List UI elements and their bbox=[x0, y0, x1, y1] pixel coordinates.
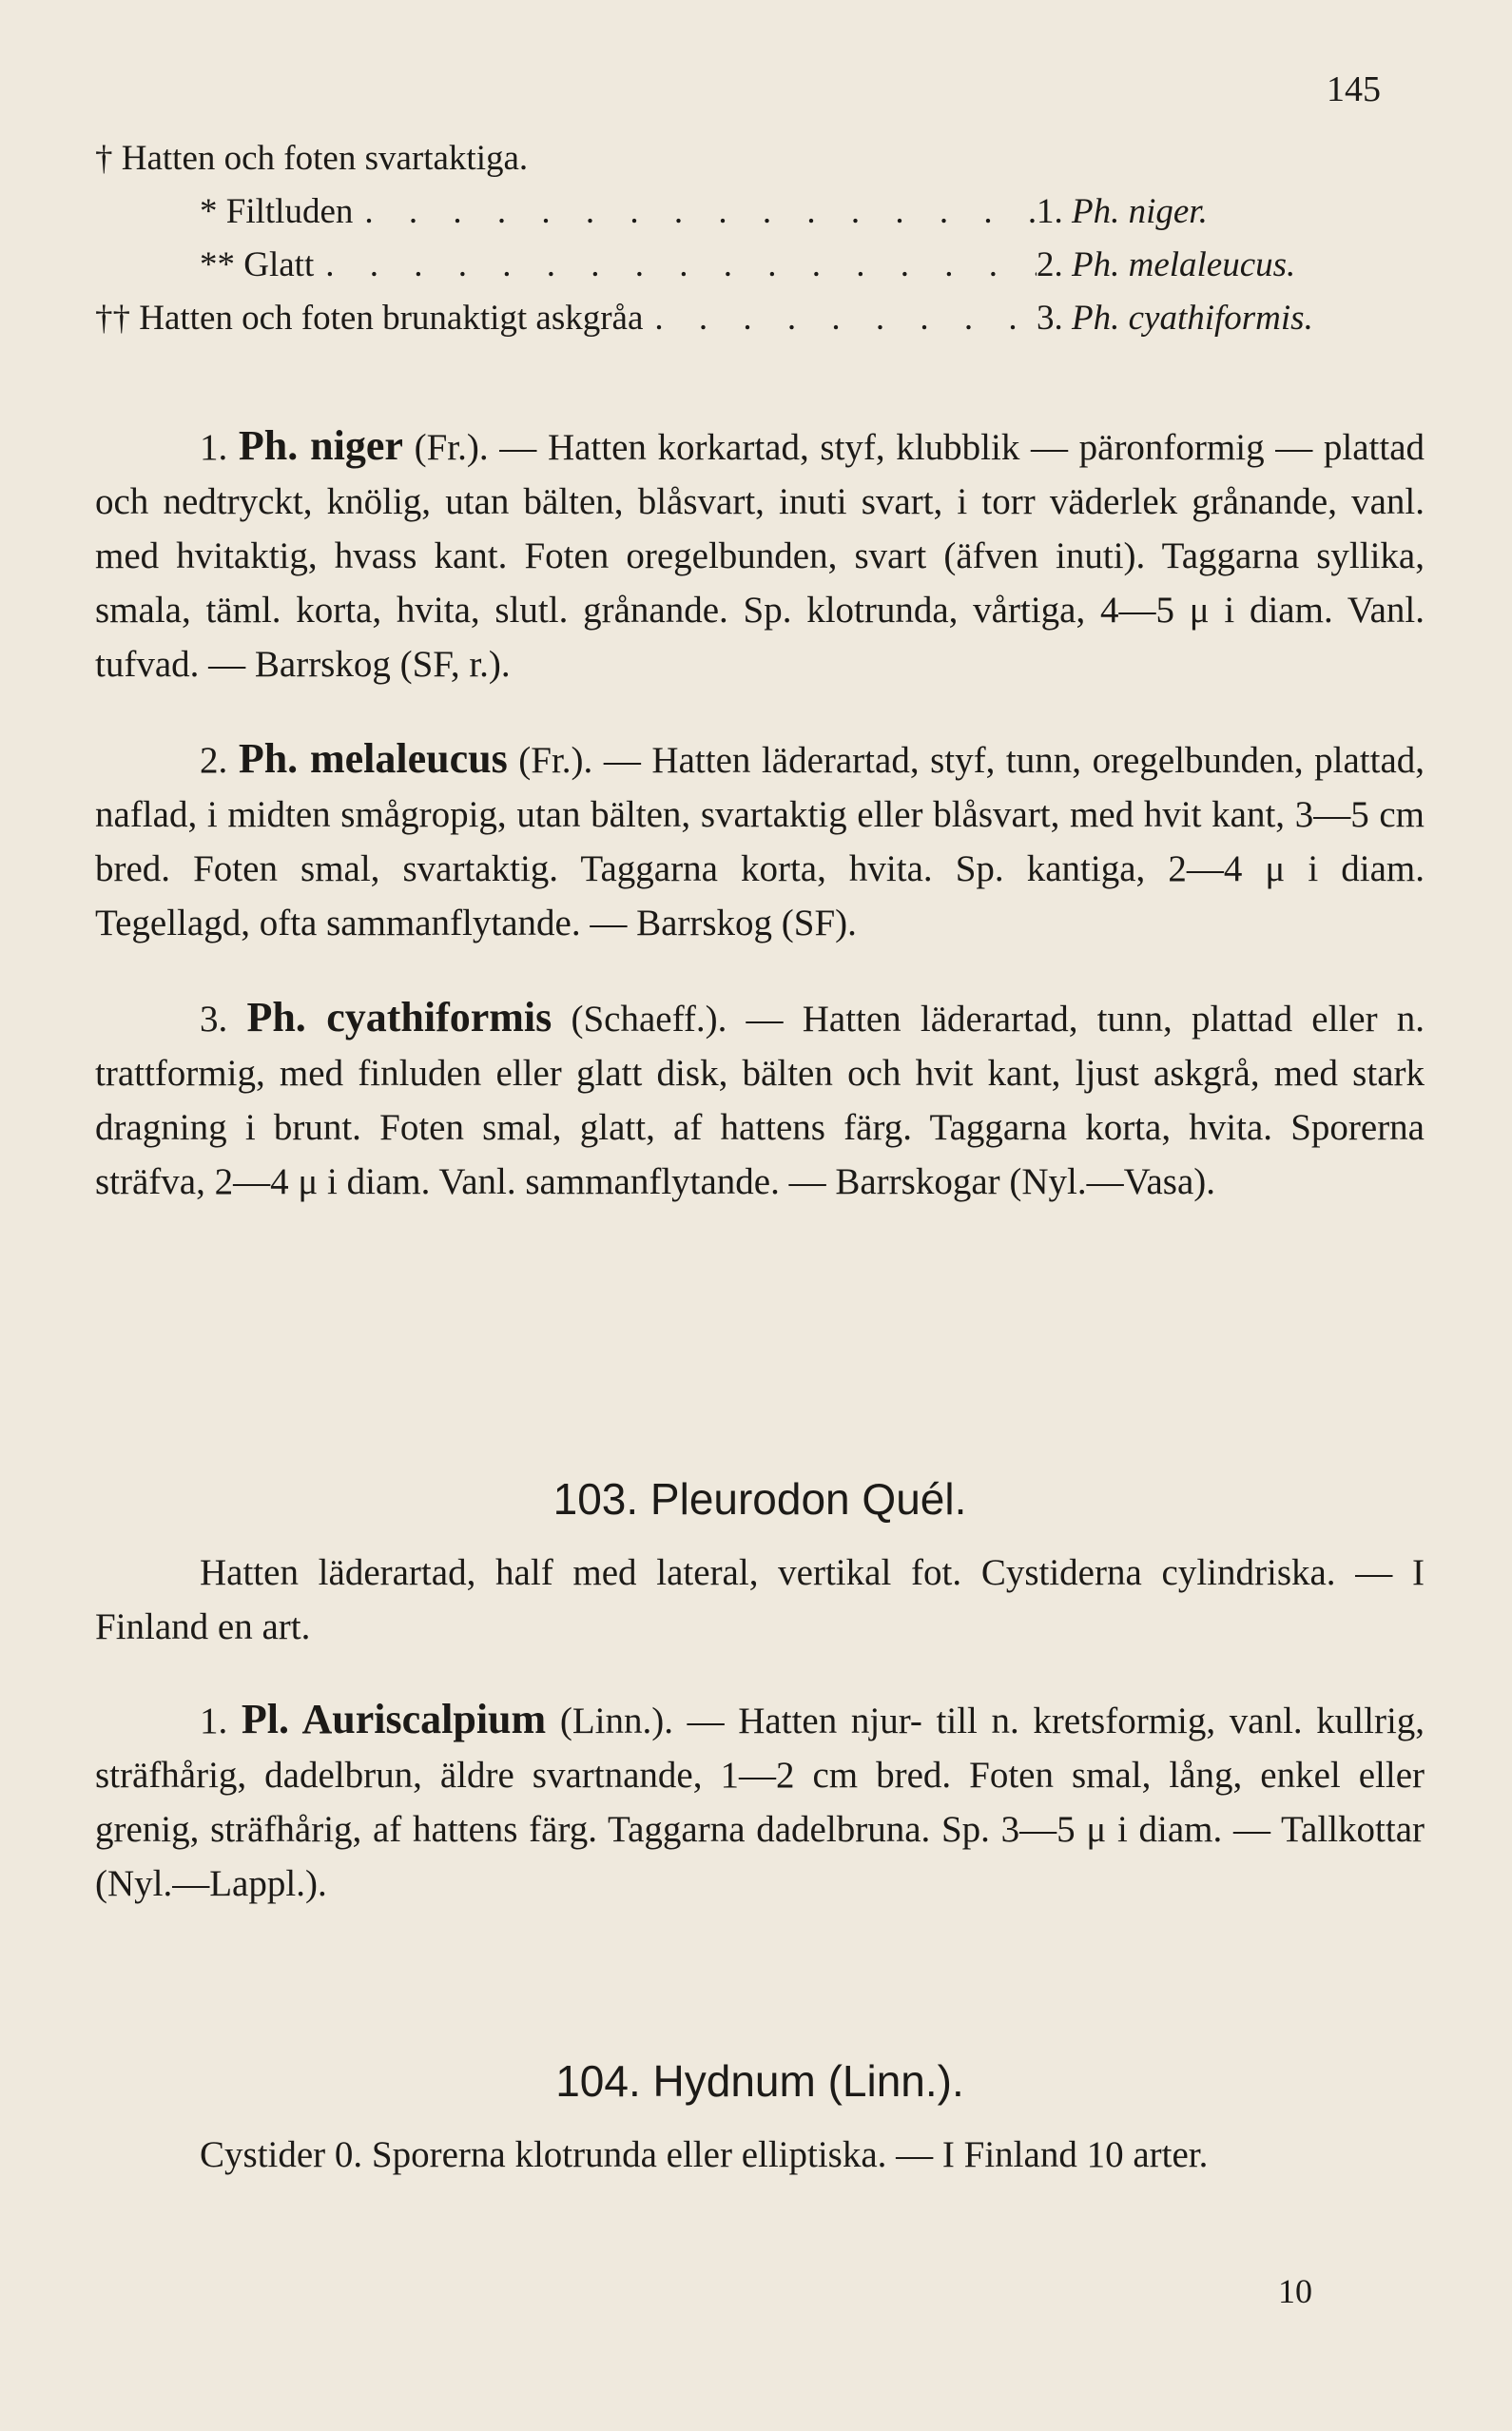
section-heading: 104. Hydnum (Linn.). bbox=[555, 2056, 964, 2106]
species-entry bbox=[95, 1692, 1425, 1911]
entry-number: 2. bbox=[200, 740, 228, 781]
leader-dots bbox=[643, 298, 1037, 339]
species-author: (Schaeff.). bbox=[571, 999, 727, 1040]
key-number: 3. bbox=[1037, 299, 1063, 338]
key-mark: ** bbox=[200, 245, 235, 284]
key-row bbox=[95, 244, 1388, 298]
entry-number: 1. bbox=[200, 427, 228, 468]
key-mark: † bbox=[95, 139, 113, 178]
key-mark: * bbox=[200, 192, 218, 231]
entry-number: 3. bbox=[200, 999, 228, 1040]
species-entry bbox=[95, 990, 1425, 1209]
key-number: 1. bbox=[1037, 192, 1063, 231]
species-name: Ph. cyathiformis bbox=[246, 994, 552, 1040]
key-mark: †† bbox=[95, 299, 130, 338]
species-entries bbox=[95, 418, 1425, 1209]
identification-key bbox=[95, 138, 1388, 351]
key-text: Hatten och foten svartaktiga. bbox=[121, 139, 529, 178]
species-description: — Hatten njur- till n. kretsformig, vanl. kullrig, sträfhårig, dadelbrun, äldre svartnande, 1—2 cm bred. Foten smal, lång, enkel eller grenig, sträfhårig, af hattens färg. Taggarna dadelbruna. Sp. 3—5 μ i diam. — Tallkottar (Nyl.—Lappl.). bbox=[95, 1701, 1425, 1904]
leader-dots bbox=[314, 244, 1037, 285]
species-name: Ph. melaleucus bbox=[238, 735, 508, 782]
key-row bbox=[95, 298, 1388, 351]
key-text: Glatt bbox=[243, 245, 315, 284]
species-description: — Hatten korkartad, styf, klubblik — päronformig — plattad och nedtryckt, knölig, utan bälten, blåsvart, inuti svart, i torr väderlek grånande, vanl. med hvitaktig, hvass kant. Foten oregelbunden, svart (äfven inuti). Taggarna syllika, smala, täml. korta, hvita, slutl. grånande. Sp. klotrunda, vårtiga, 4—5 μ i diam. Vanl. tufvad. — Barrskog (SF, r.). bbox=[95, 427, 1425, 685]
leader-dots bbox=[353, 191, 1037, 232]
species-author: (Linn.). bbox=[559, 1701, 673, 1741]
key-row bbox=[95, 138, 1388, 191]
signature-mark: 10 bbox=[1278, 2272, 1312, 2310]
entry-number: 1. bbox=[200, 1701, 228, 1741]
genus-section-104 bbox=[95, 2054, 1425, 2182]
key-text: Hatten och foten brunaktigt askgråa bbox=[139, 299, 644, 338]
species-description: — Hatten läderartad, styf, tunn, oregelbunden, plattad, naflad, i midten smågropig, utan bälten, svartaktig eller blåsvart, med hvit kant, 3—5 cm bred. Foten smal, svartaktig. Taggarna korta, hvita. Sp. kantiga, 2—4 μ i diam. Tegellagd, ofta sammanflytande. — Barrskog (SF). bbox=[95, 740, 1425, 943]
species-entry bbox=[95, 418, 1425, 691]
page-number: 145 bbox=[1327, 69, 1381, 109]
key-row bbox=[95, 191, 1388, 244]
section-intro: Cystider 0. Sporerna klotrunda eller elliptiska. — I Finland 10 arter. bbox=[200, 2134, 1209, 2175]
key-text: Filtluden bbox=[225, 192, 354, 231]
species-description: — Hatten läderartad, tunn, plattad eller n. trattformig, med finluden eller glatt disk, bälten och hvit kant, ljust askgrå, med stark dragning i brunt. Foten smal, glatt, af hattens färg. Taggarna korta, hvita. Sporerna sträfva, 2—4 μ i diam. Vanl. sammanflytande. — Barrskogar (Nyl.—Vasa). bbox=[95, 999, 1425, 1202]
species-entry bbox=[95, 731, 1425, 950]
key-taxon: Ph. niger. bbox=[1072, 192, 1208, 231]
section-heading: 103. Pleurodon Quél. bbox=[552, 1474, 967, 1524]
key-taxon: Ph. cyathiformis. bbox=[1072, 299, 1313, 338]
section-intro: Hatten läderartad, half med lateral, vertikal fot. Cystiderna cylindriska. — I Finland en art. bbox=[95, 1552, 1425, 1647]
species-author: (Fr.). bbox=[414, 427, 489, 468]
species-name: Ph. niger bbox=[238, 422, 403, 469]
key-taxon: Ph. melaleucus. bbox=[1072, 245, 1296, 284]
species-name: Pl. Auriscalpium bbox=[241, 1696, 547, 1742]
key-number: 2. bbox=[1037, 245, 1063, 284]
genus-section-103 bbox=[95, 1472, 1425, 1911]
species-author: (Fr.). bbox=[518, 740, 593, 781]
